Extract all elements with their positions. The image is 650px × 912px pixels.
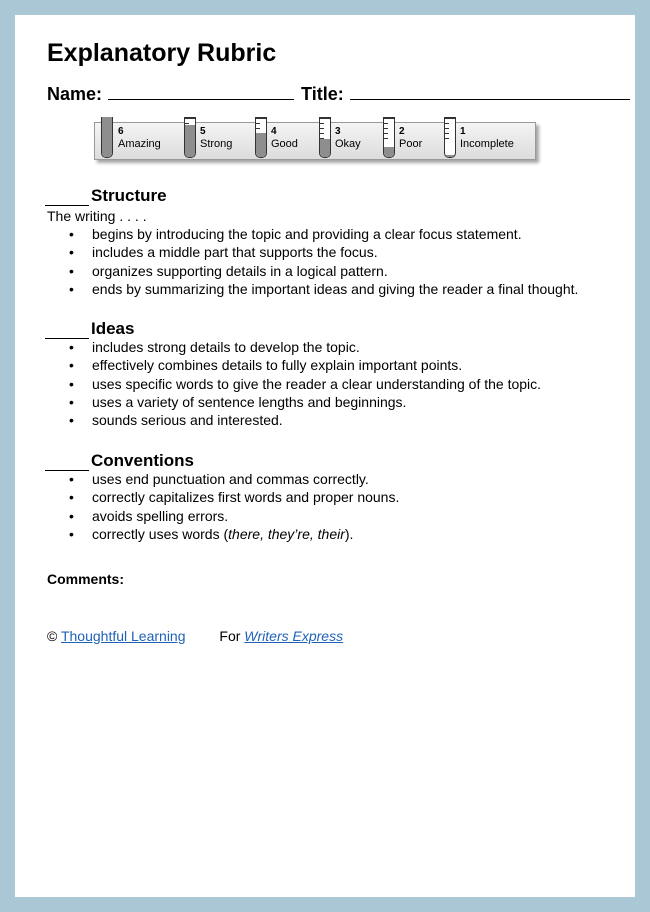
scale-number: 4	[271, 126, 277, 137]
name-blank-field[interactable]	[108, 81, 294, 100]
criterion-item: • effectively combines details to fully explain important points.	[66, 356, 541, 374]
criterion-item: • correctly capitalizes first words and proper nouns.	[66, 488, 399, 506]
conventions-heading	[45, 450, 194, 471]
test-tube-icon	[184, 117, 196, 158]
scale-number: 1	[460, 126, 466, 137]
score-blank[interactable]	[45, 450, 89, 471]
criterion-examples: there, they’re, their	[228, 525, 345, 542]
criterion-item: • organizes supporting details in a logical pattern.	[66, 262, 578, 280]
name-label: Name:	[47, 84, 103, 104]
criterion-suffix: ).	[344, 525, 354, 542]
publisher-link[interactable]: Thoughtful Learning	[60, 628, 186, 644]
structure-heading	[45, 185, 167, 206]
book-link[interactable]: Writers Express	[244, 628, 344, 644]
page-title: Explanatory Rubric	[47, 39, 277, 67]
comments-label: Comments:	[47, 571, 125, 587]
title-blank-field[interactable]	[350, 81, 630, 100]
structure-criteria	[66, 225, 578, 298]
scale-label: Strong	[200, 138, 233, 150]
scale-label: Incomplete	[460, 138, 514, 150]
test-tube-icon	[101, 117, 113, 158]
scale-number: 6	[118, 126, 124, 137]
criterion-item	[66, 525, 399, 543]
section-title: Conventions	[91, 451, 194, 470]
name-title-line	[47, 81, 630, 105]
section-title: Structure	[91, 186, 167, 205]
scale-label: Poor	[399, 138, 423, 150]
scale-label: Okay	[335, 138, 361, 150]
criterion-item: • includes strong details to develop the topic.	[66, 338, 541, 356]
for-text: For	[219, 628, 241, 644]
copyright-symbol: ©	[47, 628, 58, 644]
ideas-criteria	[66, 338, 541, 429]
scale-number: 2	[399, 126, 405, 137]
score-blank[interactable]	[45, 318, 89, 339]
ideas-heading	[45, 318, 134, 339]
scale-label: Good	[271, 138, 298, 150]
footer	[47, 628, 343, 644]
structure-intro: The writing . . . .	[47, 208, 147, 224]
criterion-item: • includes a middle part that supports the focus.	[66, 243, 578, 261]
conventions-criteria	[66, 470, 399, 543]
scale-number: 3	[335, 126, 341, 137]
test-tube-icon	[255, 117, 267, 158]
criterion-item: • uses a variety of sentence lengths and beginnings.	[66, 393, 541, 411]
scale-number: 5	[200, 126, 206, 137]
test-tube-icon	[444, 117, 456, 158]
criterion-item: • uses end punctuation and commas correctly.	[66, 470, 399, 488]
scale-label: Amazing	[118, 138, 161, 150]
scale-item	[200, 126, 232, 150]
rubric-page	[15, 15, 635, 897]
scale-item	[335, 126, 361, 150]
scale-item	[399, 126, 422, 150]
criterion-item: • sounds serious and interested.	[66, 411, 541, 429]
section-title: Ideas	[91, 319, 135, 338]
scale-item	[118, 126, 161, 150]
test-tube-icon	[383, 117, 395, 158]
criterion-item: • ends by summarizing the important ideas and giving the reader a final thought.	[66, 280, 578, 298]
rating-scale	[94, 122, 536, 160]
score-blank[interactable]	[45, 185, 89, 206]
criterion-item: • begins by introducing the topic and providing a clear focus statement.	[66, 225, 578, 243]
title-label: Title:	[301, 84, 344, 104]
criterion-item: • avoids spelling errors.	[66, 507, 399, 525]
scale-item	[271, 126, 298, 150]
criterion-prefix: correctly uses words (	[92, 525, 229, 542]
criterion-item: • uses specific words to give the reader a clear understanding of the topic.	[66, 375, 541, 393]
test-tube-icon	[319, 117, 331, 158]
scale-item	[460, 126, 514, 150]
